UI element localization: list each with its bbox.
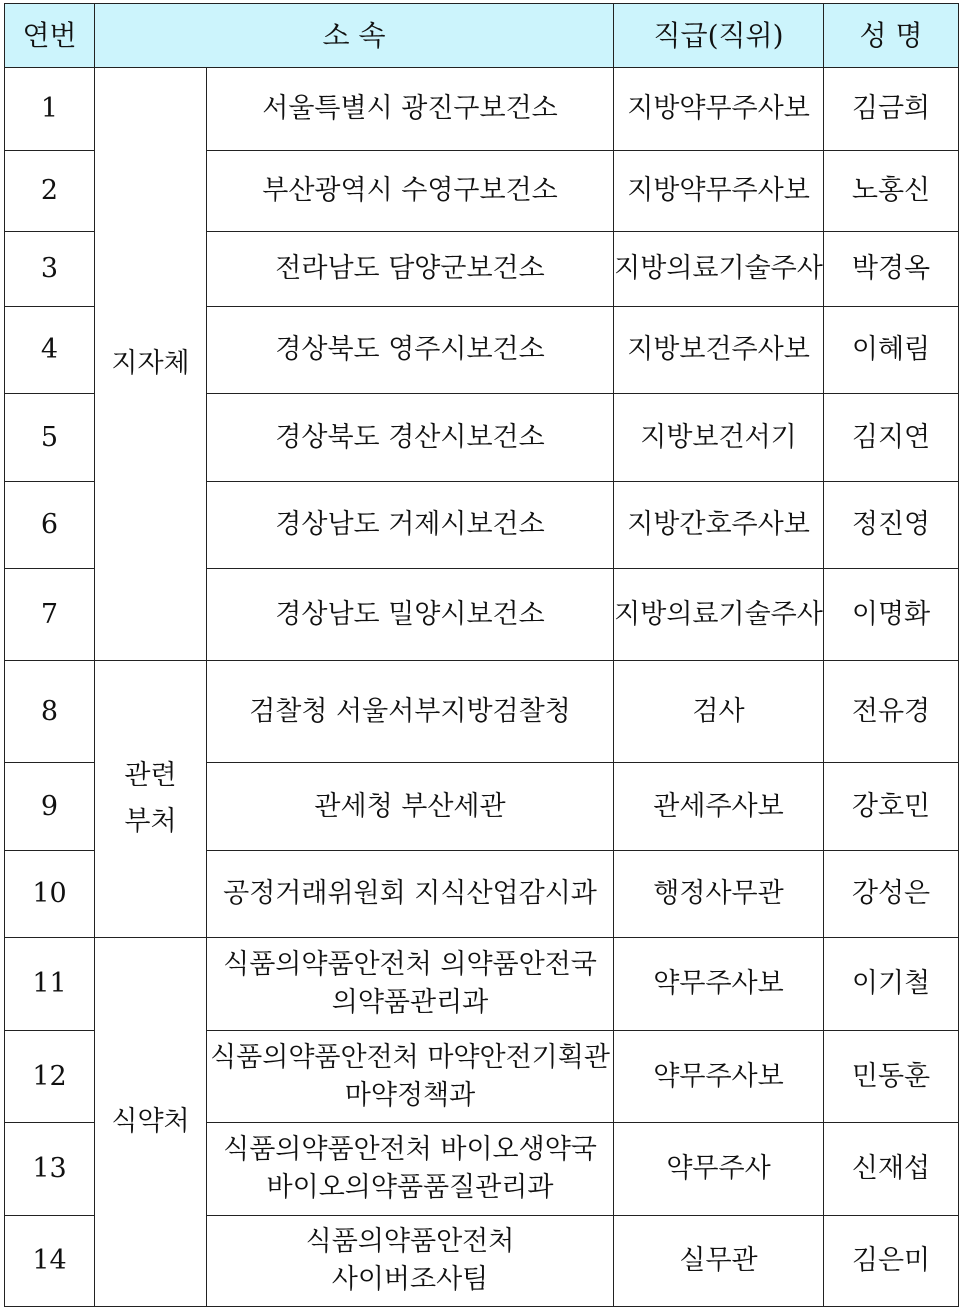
row-number: 14 — [5, 1216, 95, 1307]
rank-cell: 약무주사보 — [614, 1031, 824, 1123]
name-cell: 이혜림 — [824, 307, 959, 394]
name-cell: 김금희 — [824, 68, 959, 151]
group-label-line: 식약처 — [111, 1106, 190, 1137]
rank-cell: 실무관 — [614, 1216, 824, 1307]
affiliation-line: 마약정책과 — [344, 1079, 476, 1111]
affiliation-cell — [207, 307, 614, 394]
header-row — [5, 4, 959, 68]
name-cell: 강호민 — [824, 763, 959, 851]
affiliation-line: 검찰청 서울서부지방검찰청 — [249, 695, 571, 727]
rank-cell: 검사 — [614, 661, 824, 763]
name-cell: 박경옥 — [824, 232, 959, 307]
row-number: 3 — [5, 232, 95, 307]
affiliation-line: 전라남도 담양군보건소 — [275, 253, 545, 284]
header-affiliation: 소 속 — [95, 4, 614, 68]
table-row — [5, 661, 959, 763]
group-cell — [95, 661, 207, 938]
name-cell: 정진영 — [824, 482, 959, 569]
affiliation-cell — [207, 151, 614, 232]
table-row — [5, 938, 959, 1031]
row-number: 2 — [5, 151, 95, 232]
affiliation-cell — [207, 1031, 614, 1123]
rank-cell: 지방약무주사보 — [614, 68, 824, 151]
affiliation-cell — [207, 569, 614, 661]
name-cell: 전유경 — [824, 661, 959, 763]
affiliation-line: 식품의약품안전처 바이오생약국 — [223, 1134, 597, 1165]
rank-cell: 지방의료기술주사 — [614, 569, 824, 661]
header-rank: 직급(직위) — [614, 4, 824, 68]
row-number: 5 — [5, 394, 95, 482]
affiliation-cell — [207, 661, 614, 763]
affiliation-line: 사이버조사팀 — [331, 1264, 489, 1295]
affiliation-line: 경상북도 영주시보건소 — [275, 334, 545, 365]
affiliation-cell — [207, 232, 614, 307]
affiliation-line: 식품의약품안전처 — [305, 1226, 515, 1257]
group-cell — [95, 938, 207, 1307]
header-name: 성 명 — [824, 4, 959, 68]
row-number: 9 — [5, 763, 95, 851]
group-cell — [95, 68, 207, 661]
affiliation-line: 경상남도 밀양시보건소 — [275, 598, 545, 630]
affiliation-cell — [207, 394, 614, 482]
group-label-line: 지자체 — [111, 348, 190, 379]
affiliation-cell — [207, 763, 614, 851]
row-number: 13 — [5, 1123, 95, 1216]
affiliation-line: 부산광역시 수영구보건소 — [262, 175, 558, 206]
group-label-line: 관련 — [124, 760, 177, 791]
rank-cell: 약무주사 — [614, 1123, 824, 1216]
affiliation-line: 관세청 부산세관 — [314, 790, 506, 822]
rank-cell: 행정사무관 — [614, 851, 824, 938]
rank-cell: 관세주사보 — [614, 763, 824, 851]
affiliation-cell — [207, 938, 614, 1031]
affiliation-line: 바이오의약품품질관리과 — [266, 1172, 554, 1203]
header-no: 연번 — [5, 4, 95, 68]
affiliation-line: 경상북도 경산시보건소 — [275, 421, 545, 453]
affiliation-cell — [207, 68, 614, 151]
affiliation-line: 의약품관리과 — [331, 987, 489, 1018]
row-number: 4 — [5, 307, 95, 394]
rank-cell: 지방보건서기 — [614, 394, 824, 482]
rank-cell: 지방간호주사보 — [614, 482, 824, 569]
affiliation-line: 서울특별시 광진구보건소 — [262, 93, 558, 124]
rank-cell: 지방약무주사보 — [614, 151, 824, 232]
name-cell: 강성은 — [824, 851, 959, 938]
row-number: 10 — [5, 851, 95, 938]
row-number: 8 — [5, 661, 95, 763]
affiliation-line: 공정거래위원회 지식산업감시과 — [223, 878, 597, 909]
affiliation-cell — [207, 851, 614, 938]
rank-cell: 지방보건주사보 — [614, 307, 824, 394]
name-cell: 이기철 — [824, 938, 959, 1031]
row-number: 11 — [5, 938, 95, 1031]
name-cell: 신재섭 — [824, 1123, 959, 1216]
rank-cell: 약무주사보 — [614, 938, 824, 1031]
name-cell: 민동훈 — [824, 1031, 959, 1123]
name-cell: 김은미 — [824, 1216, 959, 1307]
name-cell: 이명화 — [824, 569, 959, 661]
affiliation-line: 식품의약품안전처 의약품안전국 — [223, 949, 597, 980]
affiliation-cell — [207, 1216, 614, 1307]
row-number: 1 — [5, 68, 95, 151]
row-number: 7 — [5, 569, 95, 661]
row-number: 6 — [5, 482, 95, 569]
row-number: 12 — [5, 1031, 95, 1123]
rank-cell: 지방의료기술주사 — [614, 232, 824, 307]
group-label-line: 부처 — [124, 806, 177, 837]
personnel-table — [4, 3, 959, 1307]
affiliation-line: 경상남도 거제시보건소 — [275, 509, 545, 540]
affiliation-line: 식품의약품안전처 마약안전기획관 — [210, 1041, 610, 1073]
name-cell: 김지연 — [824, 394, 959, 482]
table-row — [5, 68, 959, 151]
affiliation-cell — [207, 482, 614, 569]
name-cell: 노홍신 — [824, 151, 959, 232]
affiliation-cell — [207, 1123, 614, 1216]
